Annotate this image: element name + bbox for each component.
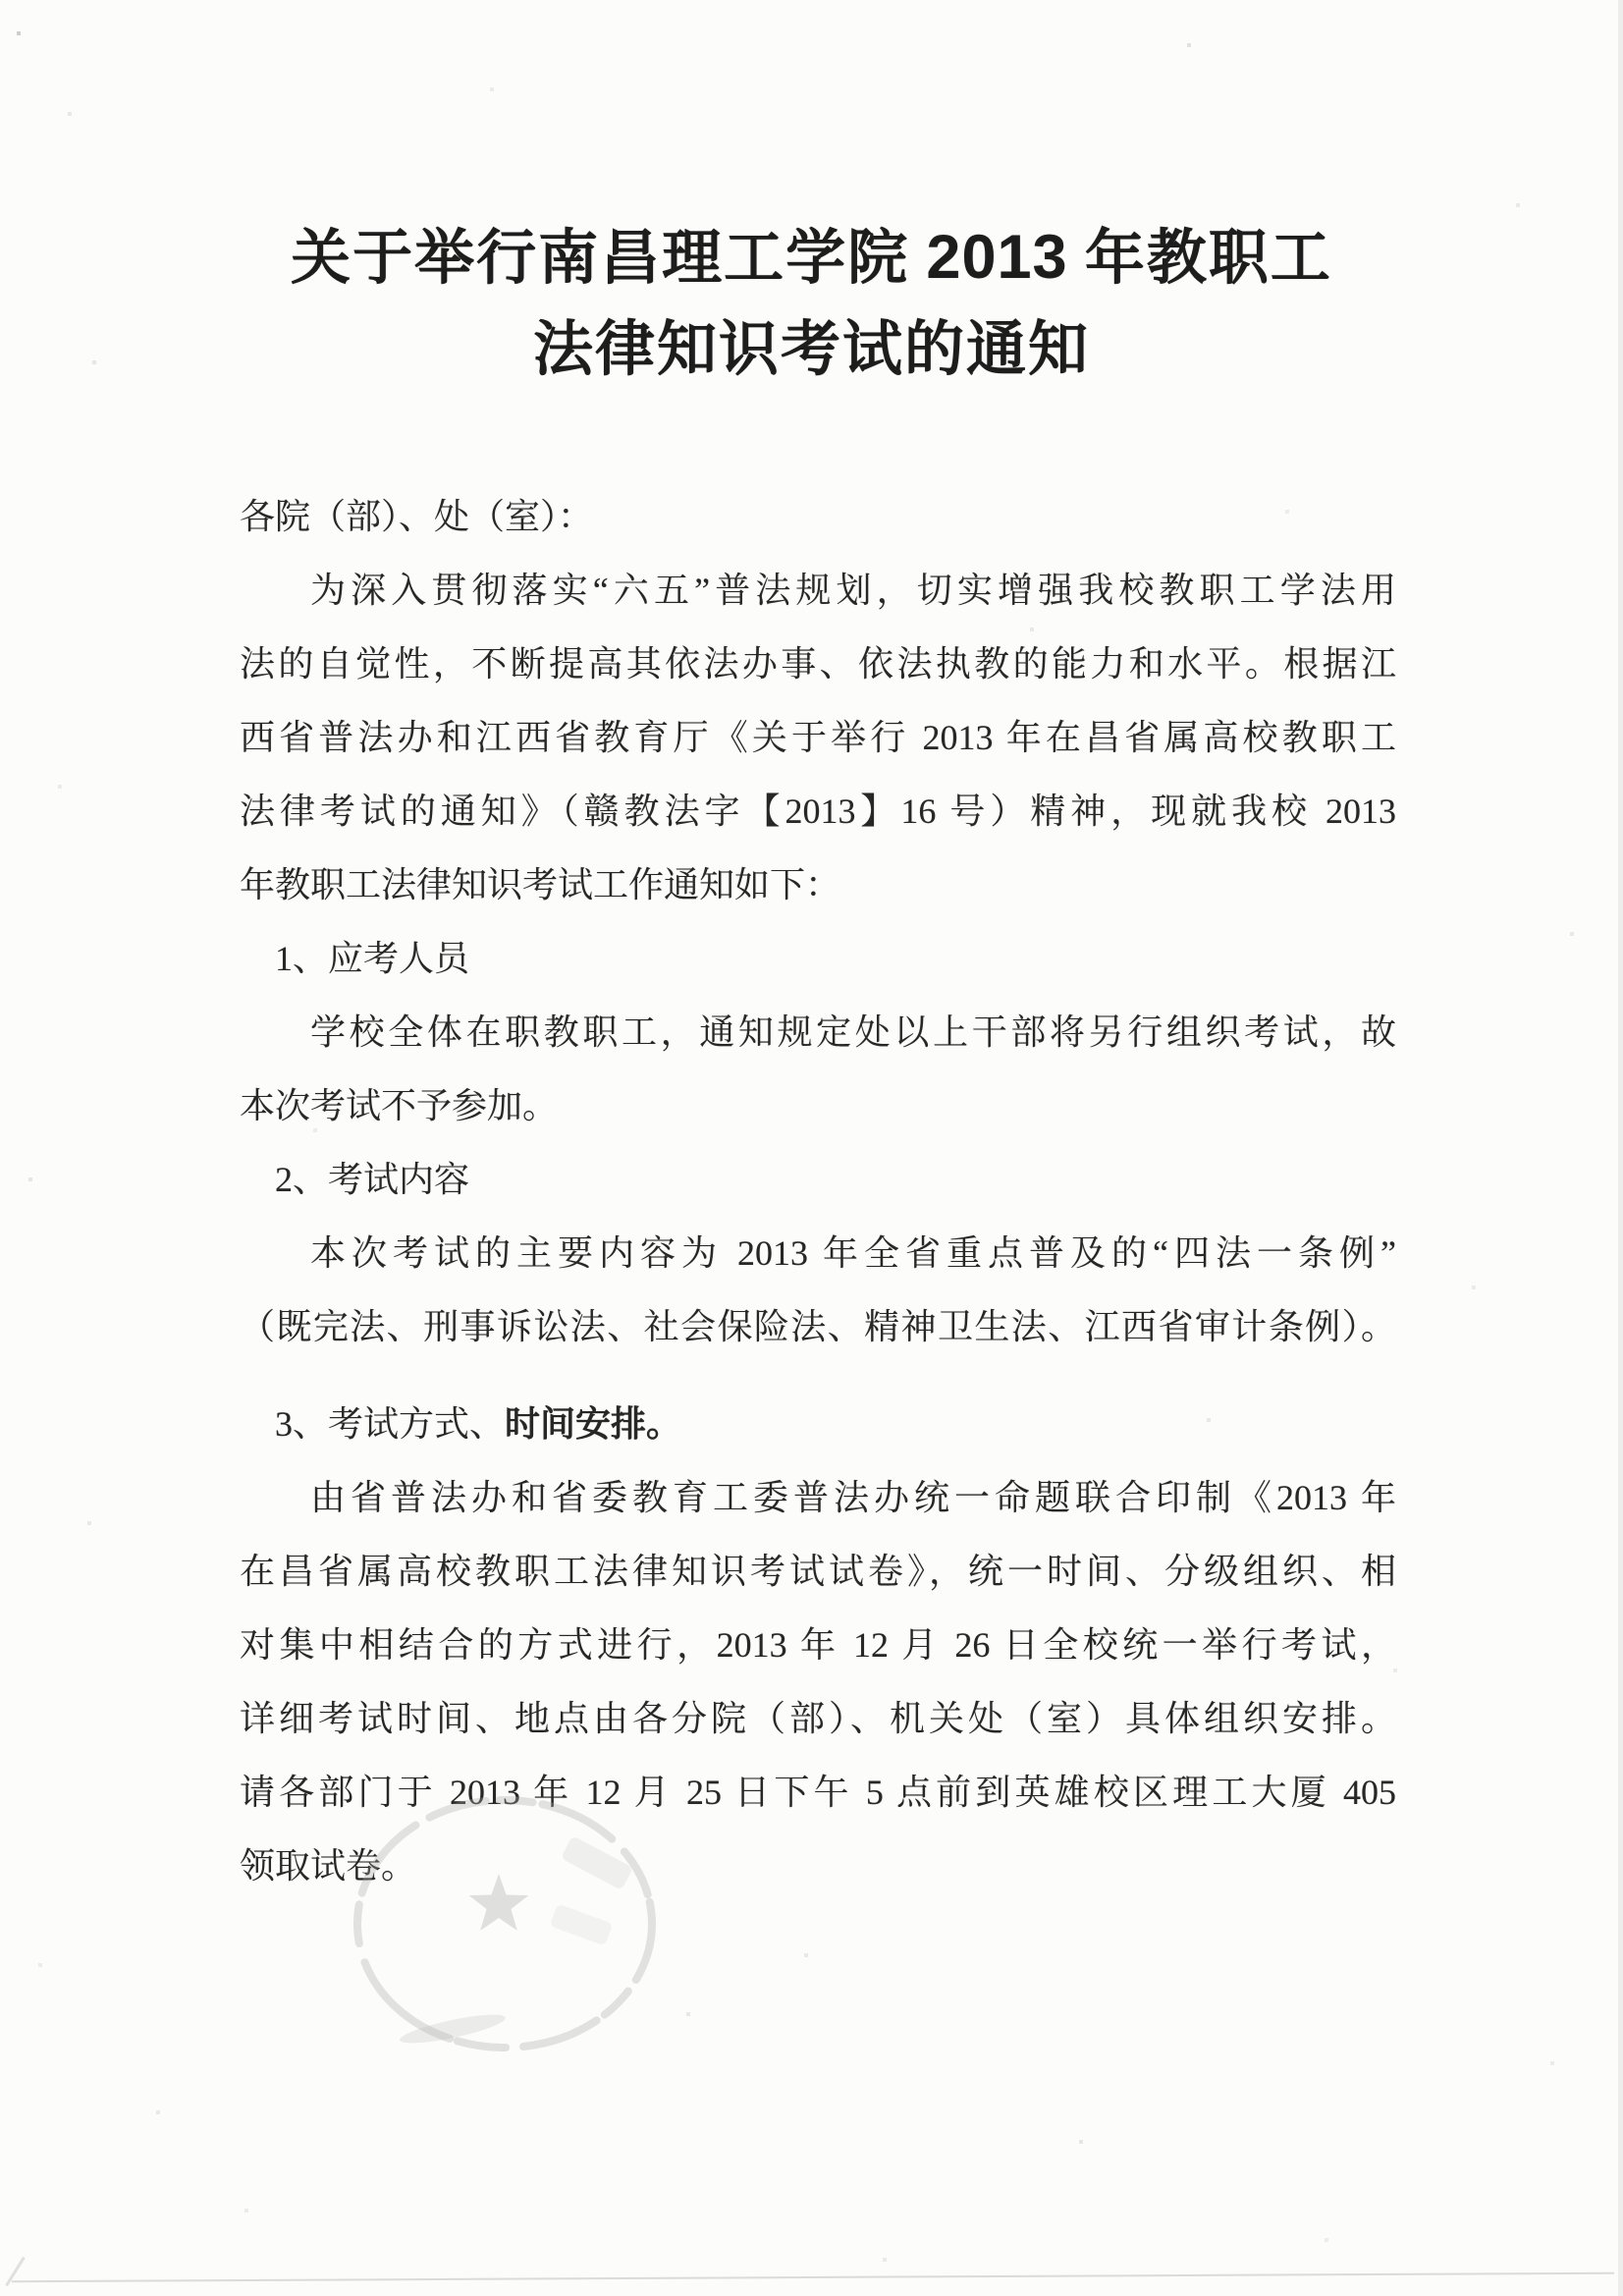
text-segment-bold: 时间安排。 xyxy=(505,1404,682,1444)
text-line xyxy=(240,848,1396,922)
seal-bottom-smudge xyxy=(398,2009,507,2049)
text-segment: 详细考试时间、地点由各分院（部）、机关处（室）具体组织安排。 xyxy=(240,1699,1396,1738)
text-segment: 法律考试的通知》（赣教法字【2013】16 号）精神，现就我校 2013 xyxy=(240,792,1396,831)
scan-edge-artifact xyxy=(1618,0,1623,2296)
text-line xyxy=(240,480,1396,554)
text-segment: 2、考试内容 xyxy=(275,1160,470,1199)
text-line xyxy=(240,628,1396,701)
text-segment: 年教职工法律知识考试工作通知如下： xyxy=(240,865,841,904)
text-segment: 法的自觉性，不断提高其依法办事、依法执教的能力和水平。根据江 xyxy=(240,644,1396,683)
document-body xyxy=(240,480,1396,1903)
text-line xyxy=(240,554,1396,628)
text-line xyxy=(240,1388,1396,1461)
paper-bottom-edge xyxy=(12,2272,1614,2283)
text-segment: 学校全体在职教职工，通知规定处以上干部将另行组织考试，故 xyxy=(310,1012,1396,1052)
text-segment: 各院（部）、处（室）： xyxy=(240,497,594,536)
text-segment: 对集中相结合的方式进行，2013 年 12 月 26 日全校统一举行考试， xyxy=(240,1625,1396,1665)
text-segment: 3、考试方式、 xyxy=(275,1404,506,1444)
seal-text-smudge xyxy=(561,1835,633,1890)
text-line xyxy=(240,775,1396,848)
text-segment: 在昌省属高校教职工法律知识考试试卷》，统一时间、分级组织、相 xyxy=(240,1552,1396,1591)
title-text-suffix: 年教职工 xyxy=(1067,226,1332,292)
text-segment: 西省普法办和江西省教育厅《关于举行 2013 年在昌省属高校教职工 xyxy=(240,718,1396,757)
text-segment: 请各部门于 2013 年 12 月 25 日下午 5 点前到英雄校区理工大厦 405 xyxy=(240,1773,1396,1812)
text-segment: 领取试卷。 xyxy=(240,1846,417,1886)
text-line xyxy=(240,1609,1396,1682)
text-line xyxy=(240,1682,1396,1756)
seal-star-icon xyxy=(469,1874,529,1931)
text-line xyxy=(240,1217,1396,1290)
text-segment: （既完法、刑事诉讼法、社会保险法、精神卫生法、江西省审计条例）。 xyxy=(240,1307,1396,1346)
text-line xyxy=(240,1461,1396,1535)
text-line xyxy=(240,996,1396,1069)
scan-speckles xyxy=(0,0,2,2)
text-line xyxy=(240,701,1396,775)
title-year-number: 2013 xyxy=(926,223,1068,292)
text-line xyxy=(240,922,1396,996)
title-line-2: 法律知识考试的通知 xyxy=(532,317,1090,383)
text-segment: 本次考试不予参加。 xyxy=(240,1086,559,1125)
text-line xyxy=(240,1069,1396,1143)
text-line xyxy=(240,1290,1396,1364)
text-segment: 由省普法办和省委教育工委普法办统一命题联合印制《2013 年 xyxy=(310,1478,1396,1517)
seal-text-smudge xyxy=(550,1903,614,1945)
document-title xyxy=(0,212,1623,396)
title-text-prefix: 关于举行南昌理工学院 xyxy=(291,226,927,292)
text-segment: 本次考试的主要内容为 2013 年全省重点普及的“四法一条例” xyxy=(310,1233,1396,1273)
text-segment: 1、应考人员 xyxy=(275,939,470,978)
title-line-1 xyxy=(0,212,1623,304)
text-line xyxy=(240,1143,1396,1217)
text-segment: 为深入贯彻落实“六五”普法规划，切实增强我校教职工学法用 xyxy=(310,571,1396,610)
text-line xyxy=(240,1535,1396,1609)
official-seal-stamp xyxy=(350,1795,664,2058)
